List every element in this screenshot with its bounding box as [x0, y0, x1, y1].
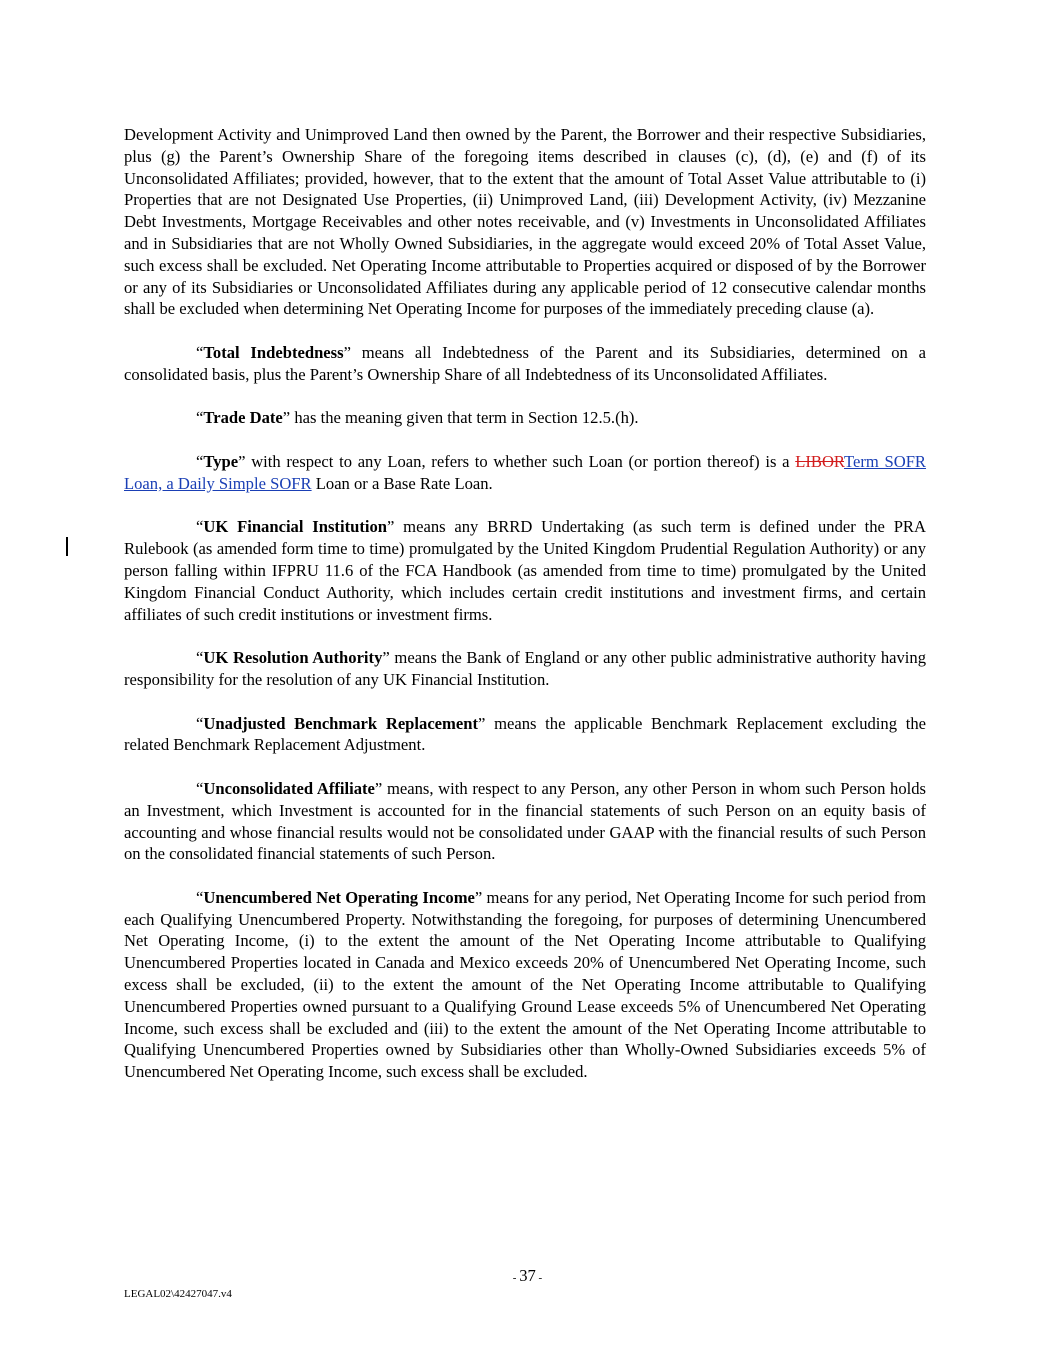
document-id: LEGAL02\42427047.v4 — [124, 1288, 232, 1300]
definition-type: “Type” with respect to any Loan, refers to whether such Loan (or portion thereof) is a LIBORTerm SOFR Loan, a Daily Simple SOFR Loan or a Base Rate Loan. — [124, 451, 927, 493]
definition-text: has the meaning given that term in Section 12.5.(h). — [290, 408, 639, 428]
definition-text: means, with respect to any Person, any other Person in whom such Person holds an Investment, which Investment is accounted for in the financial statements of such Person on an equity basis of accounting and whose financial results would not be consolidated under GAAP with the financial results of such Person on the consolidated financial statements of such Person. — [124, 778, 926, 864]
defined-term: Trade Date — [203, 408, 283, 428]
defined-term: Total Indebtedness — [203, 342, 344, 362]
page-number-value: 37 — [519, 1266, 536, 1285]
definition-total-indebtedness: “Total Indebtedness” means all Indebtedness of the Parent and its Subsidiaries, determined on a consolidated basis, plus the Parent’s Ownership Share of all Indebtedness of its Unconsolidated Affiliates. — [124, 342, 926, 384]
page-number: - 37 - — [512, 1266, 543, 1285]
definition-uk-financial-institution: “UK Financial Institution” means any BRRD Undertaking (as such term is defined under the PRA Rulebook (as amended form time to time) promulgated by the United Kingdom Prudential Regulation Authority) or any person falling within IFPRU 11.6 of the FCA Handbook (as amended from time to time) promulgated by the United Kingdom Financial Conduct Authority, which includes certain credit institutions and investment firms, and certain affiliates of such credit institutions or investment firms. — [124, 517, 926, 624]
definition-text: means all Indebtedness of the Parent and its Subsidiaries, determined on a consolidated basis, plus the Parent’s Ownership Share of all Indebtedness of its Unconsolidated Affiliates. — [124, 342, 926, 384]
defined-term: Unencumbered Net Operating Income — [203, 887, 475, 907]
defined-term: Unconsolidated Affiliate — [203, 778, 375, 798]
defined-term: UK Financial Institution — [203, 517, 387, 537]
deleted-text: LIBOR — [795, 451, 845, 471]
continuation-paragraph: Development Activity and Unimproved Land then owned by the Parent, the Borrower and their respective Subsidiaries, plus (g) the Parent’s Ownership Share of the foregoing items described in clauses (c), (d), (e) and (f) of its Unconsolidated Affiliates; provided, however, that to the extent that the amount of Total Asset Value attributable to (i) Properties that are not Designated Use Properties, (ii) Unimproved Land, (iii) Development Activity, (iv) Mezzanine Debt Investments, Mortgage Receivables and other notes receivable, and (v) Investments in Unconsolidated Affiliates and in Subsidiaries that are not Wholly Owned Subsidiaries, in the aggregate would exceed 20% of Total Asset Value, such excess shall be excluded. Net Operating Income attributable to Properties acquired or disposed of by the Borrower or any of its Subsidiaries or Unconsolidated Affiliates during any applicable period of 12 consecutive calendar months shall be excluded when determining Net Operating Income for purposes of the immediately preceding clause (a). — [124, 125, 926, 319]
definition-text: with respect to any Loan, refers to whether such Loan (or portion thereof) is a — [245, 451, 796, 471]
definition-unencumbered-noi: “Unencumbered Net Operating Income” means for any period, Net Operating Income for such period from each Qualifying Unencumbered Property. Notwithstanding the foregoing, for purposes of determining Unencumbered Net Operating Income, (i) to the extent the amount of the Net Operating Income attributable to Qualifying Unencumbered Properties located in Canada and Mexico exceeds 20% of Unencumbered Net Operating Income, such excess shall be excluded, (ii) to the extent the amount of the Net Operating Income attributable to Qualifying Unencumbered Properties owned pursuant to a Qualifying Ground Lease exceeds 5% of Unencumbered Net Operating Income, such excess shall be excluded and (iii) to the extent the amount of the Net Operating Income attributable to Qualifying Unencumbered Properties owned by Subsidiaries other than Wholly-Owned Subsidiaries exceeds 5% of Unencumbered Net Operating Income, such excess shall be excluded. — [124, 887, 926, 1082]
defined-term: UK Resolution Authority — [203, 648, 383, 668]
definition-text: means for any period, Net Operating Income for such period from each Qualifying Unencumbered Property. Notwithstanding the foregoing, for purposes of determining Unencumbered Net Operating Income, (i) to the extent the amount of the Net Operating Income attributable to Qualifying Unencumbered Properties located in Canada and Mexico exceeds 20% of Unencumbered Net Operating Income, such excess shall be excluded, (ii) to the extent the amount of the Net Operating Income attributable to Qualifying Unencumbered Properties owned pursuant to a Qualifying Ground Lease exceeds 5% of Unencumbered Net Operating Income, such excess shall be excluded and (iii) to the extent the amount of the Net Operating Income attributable to Qualifying Unencumbered Properties owned by Subsidiaries other than Wholly-Owned Subsidiaries exceeds 5% of Unencumbered Net Operating Income, such excess shall be excluded. — [124, 887, 926, 1082]
change-bar — [66, 537, 68, 556]
definition-unadjusted-benchmark-replacement: “Unadjusted Benchmark Replacement” means the applicable Benchmark Replacement excluding the related Benchmark Replacement Adjustment. — [124, 713, 926, 755]
definition-text: means the Bank of England or any other public administrative authority having responsibility for the resolution of any UK Financial Institution. — [124, 648, 927, 689]
definition-unconsolidated-affiliate: “Unconsolidated Affiliate” means, with respect to any Person, any other Person in whom such Person holds an Investment, which Investment is accounted for in the financial statements of such Person on an equity basis of accounting and whose financial results would not be consolidated under GAAP with the financial results of such Person on the consolidated financial statements of such Person. — [124, 778, 926, 864]
definition-trade-date: “Trade Date” has the meaning given that term in Section 12.5.(h). — [196, 408, 639, 428]
document-page — [124, 124, 926, 1105]
defined-term: Unadjusted Benchmark Replacement — [203, 713, 478, 733]
inserted-text: Term SOFR Loan, a Daily Simple SOFR — [124, 451, 927, 493]
definition-uk-resolution-authority: “UK Resolution Authority” means the Bank of England or any other public administrative authority having responsibility for the resolution of any UK Financial Institution. — [124, 648, 927, 689]
definition-text: means the applicable Benchmark Replacement excluding the related Benchmark Replacement Adjustment. — [124, 713, 926, 755]
definition-text: means any BRRD Undertaking (as such term is defined under the PRA Rulebook (as amended form time to time) promulgated by the United Kingdom Prudential Regulation Authority) or any person falling within IFPRU 11.6 of the FCA Handbook (as amended from time to time) promulgated by the United Kingdom Financial Conduct Authority, which includes certain credit institutions and investment firms, and certain affiliates of such credit institutions or investment firms. — [124, 517, 926, 624]
defined-term: Type — [203, 451, 239, 471]
definition-text: Loan or a Base Rate Loan. — [311, 473, 493, 493]
